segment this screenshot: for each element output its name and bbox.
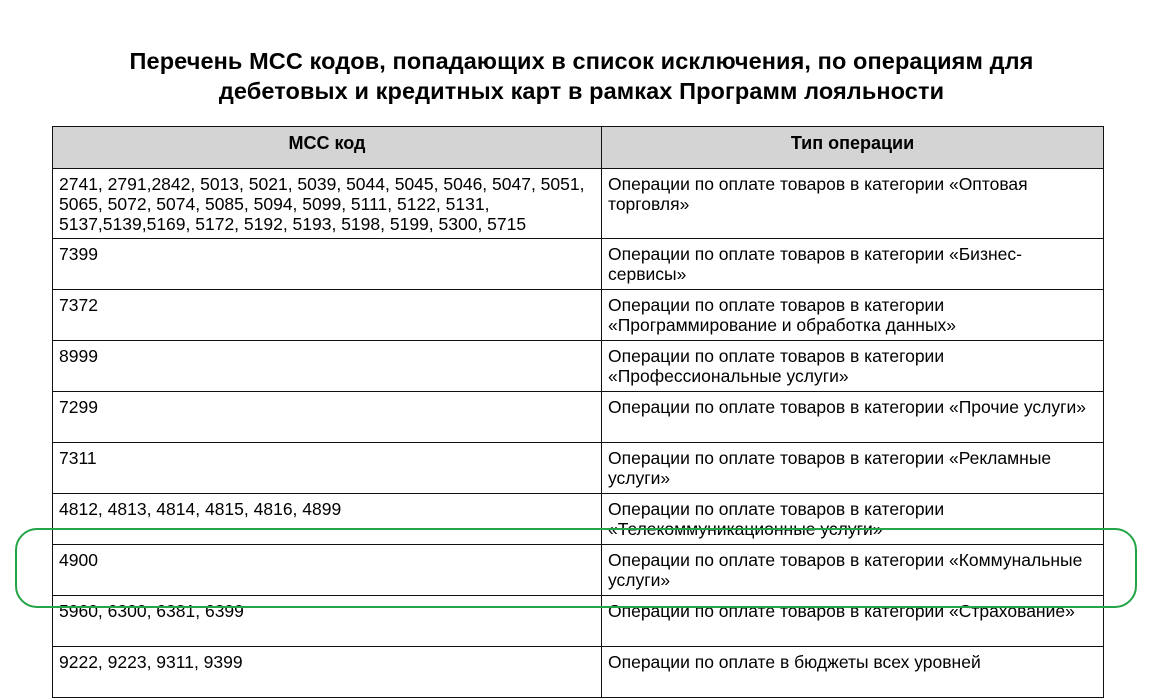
table-row-highlighted (53, 545, 1104, 596)
table-row (53, 169, 1104, 239)
table-row (53, 239, 1104, 290)
operation-type-cell: Операции по оплате товаров в категории «Телекоммуникационные услуги» (602, 494, 1104, 545)
table-row (53, 443, 1104, 494)
mcc-codes-cell: 7299 (53, 392, 602, 443)
operation-type-cell: Операции по оплате товаров в категории «Профессиональные услуги» (602, 341, 1104, 392)
operation-type-cell: Операции по оплате товаров в категории «Рекламные услуги» (602, 443, 1104, 494)
header-operation-type: Тип операции (602, 127, 1104, 169)
title-line-2: дебетовых и кредитных карт в рамках Программ лояльности (218, 78, 945, 104)
table-header-row (53, 127, 1104, 169)
operation-type-cell: Операции по оплате в бюджеты всех уровней (602, 647, 1104, 698)
table-row (53, 392, 1104, 443)
mcc-codes-cell: 4812, 4813, 4814, 4815, 4816, 4899 (53, 494, 602, 545)
mcc-codes-cell: 9222, 9223, 9311, 9399 (53, 647, 602, 698)
mcc-codes-cell: 7311 (53, 443, 602, 494)
operation-type-cell: Операции по оплате товаров в категории «Бизнес-сервисы» (602, 239, 1104, 290)
table-row (53, 494, 1104, 545)
operation-type-cell: Операции по оплате товаров в категории «Коммунальные услуги» (602, 545, 1104, 596)
table-row (53, 341, 1104, 392)
mcc-codes-table (52, 126, 1104, 698)
header-mcc-code: МСС код (53, 127, 602, 169)
table-row (53, 647, 1104, 698)
operation-type-cell: Операции по оплате товаров в категории «Страхование» (602, 596, 1104, 647)
operation-type-cell: Операции по оплате товаров в категории «Прочие услуги» (602, 392, 1104, 443)
mcc-codes-cell: 8999 (53, 341, 602, 392)
mcc-codes-cell: 5960, 6300, 6381, 6399 (53, 596, 602, 647)
mcc-codes-cell: 7399 (53, 239, 602, 290)
table-row (53, 596, 1104, 647)
mcc-codes-cell: 4900 (53, 545, 602, 596)
document-title (0, 46, 1163, 106)
mcc-codes-cell: 7372 (53, 290, 602, 341)
mcc-codes-cell: 2741, 2791,2842, 5013, 5021, 5039, 5044, 5045, 5046, 5047, 5051, 5065, 5072, 5074, 5085, 5094, 5099, 5111, 5122, 5131, 5137,5139,5169, 5172, 5192, 5193, 5198, 5199, 5300, 5715 (53, 169, 602, 239)
operation-type-cell: Операции по оплате товаров в категории «Оптовая торговля» (602, 169, 1104, 239)
operation-type-cell: Операции по оплате товаров в категории «Программирование и обработка данных» (602, 290, 1104, 341)
title-line-1: Перечень МСС кодов, попадающих в список исключения, по операциям для (129, 48, 1034, 74)
table-row (53, 290, 1104, 341)
